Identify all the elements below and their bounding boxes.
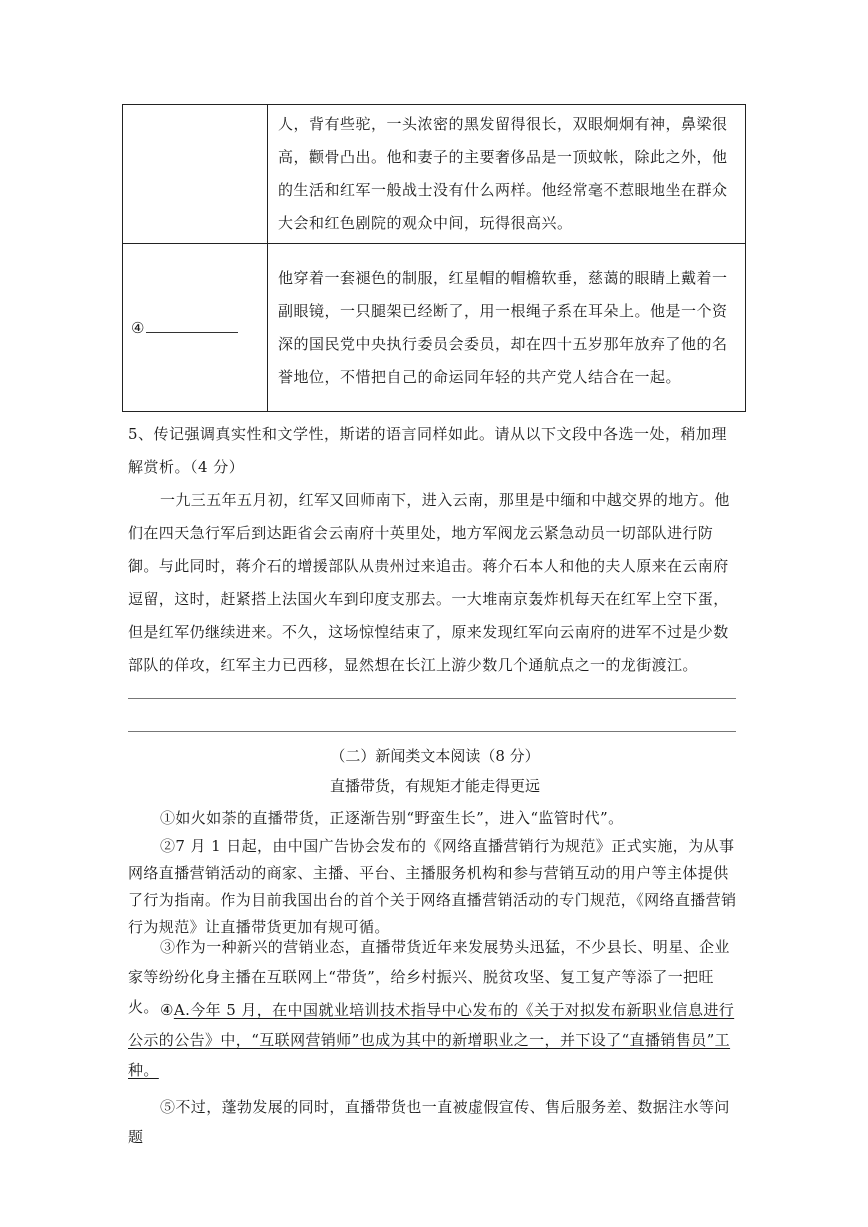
question-5: 5、传记强调真实性和文学性，斯诺的语言同样如此。请从以下文段中各选一处，稍加理解赏析。（4 分） — [128, 425, 728, 476]
article-paragraph-5: ⑤不过，蓬勃发展的同时，直播带货也一直被虚假宣传、售后服务差、数据注水等问题 — [128, 1098, 730, 1146]
article-paragraph-1: ①如火如荼的直播带货，正逐渐告别“野蛮生长”，进入“监管时代”。 — [160, 809, 624, 827]
table-row — [123, 105, 746, 244]
article-paragraph-2: ②7 月 1 日起，由中国广告协会发布的《网络直播营销行为规范》正式实施，为从事网络直播营销活动的商家、主播、平台、主播服务机构和参与营销互动的用户等主体提供了行为指南。作为目前我国出台的首个关于网络直播营销活动的专门规范，《网络直播营销行为规范》让直播带货更加有规可循。 — [128, 837, 737, 936]
reading-passage: 一九三五年五月初，红军又回师南下，进入云南，那里是中缅和中越交界的地方。他们在四天急行军后到达距省会云南府十英里处，地方军阀龙云紧急动员一切部队进行防御。与此同时，蒋介石的增援部队从贵州过来追击。蒋介石本人和他的夫人原来在云南府逗留，这时，赶紧搭上法国火车到印度支那去。一大堆南京轰炸机每天在红军上空下蛋，但是红军仍继续进来。不久，这场惊惶结束了，原来发现红军向云南府的进军不过是少数部队的佯攻，红军主力已西移，显然想在长江上游少数几个通航点之一的龙街渡江。 — [128, 491, 730, 674]
table-label-cell — [123, 244, 268, 412]
biography-table — [122, 104, 746, 412]
table-text-cell: 人，背有些驼，一头浓密的黑发留得很长，双眼炯炯有神，鼻梁很高，颧骨凸出。他和妻子的主要奢侈品是一顶蚊帐，除此之外，他的生活和红军一般战士没有什么两样。他经常毫不惹眼地坐在群众大会和红色剧院的观众中间，玩得很高兴。 — [268, 105, 746, 244]
table-label-cell — [123, 105, 268, 244]
section-title: （二）新闻类文本阅读（8 分） — [330, 747, 540, 765]
article-paragraph-3: ③作为一种新兴的营销业态，直播带货近年来发展势头迅猛，不少县长、明星、企业家等纷纷化身主播在互联网上“带货”，给乡村振兴、脱贫攻坚、复工复产等添了一把旺火。 — [128, 938, 730, 1016]
underlined-sentence: A.今年 5 月，在中国就业培训技术指导中心发布的《关于对拟发布新职业信息进行公示的公告》中，“互联网营销师”也成为其中的新增职业之一，并下设了“直播销售员”工种。 — [128, 1001, 735, 1079]
article-title: 直播带货，有规矩才能走得更远 — [329, 777, 540, 795]
paragraph-number: ④ — [160, 1001, 174, 1019]
article-paragraph-4 — [128, 995, 742, 1085]
answer-blank[interactable] — [146, 318, 238, 333]
answer-number: ④ — [131, 319, 145, 337]
answer-line[interactable] — [128, 731, 736, 732]
table-row — [123, 244, 746, 412]
table-text-cell: 他穿着一套褪色的制服，红星帽的帽檐软垂，慈蔼的眼睛上戴着一副眼镜，一只腿架已经断了，用一根绳子系在耳朵上。他是一个资深的国民党中央执行委员会委员，却在四十五岁那年放弃了他的名誉地位，不惜把自己的命运同年轻的共产党人结合在一起。 — [268, 244, 746, 412]
answer-line[interactable] — [128, 698, 736, 699]
